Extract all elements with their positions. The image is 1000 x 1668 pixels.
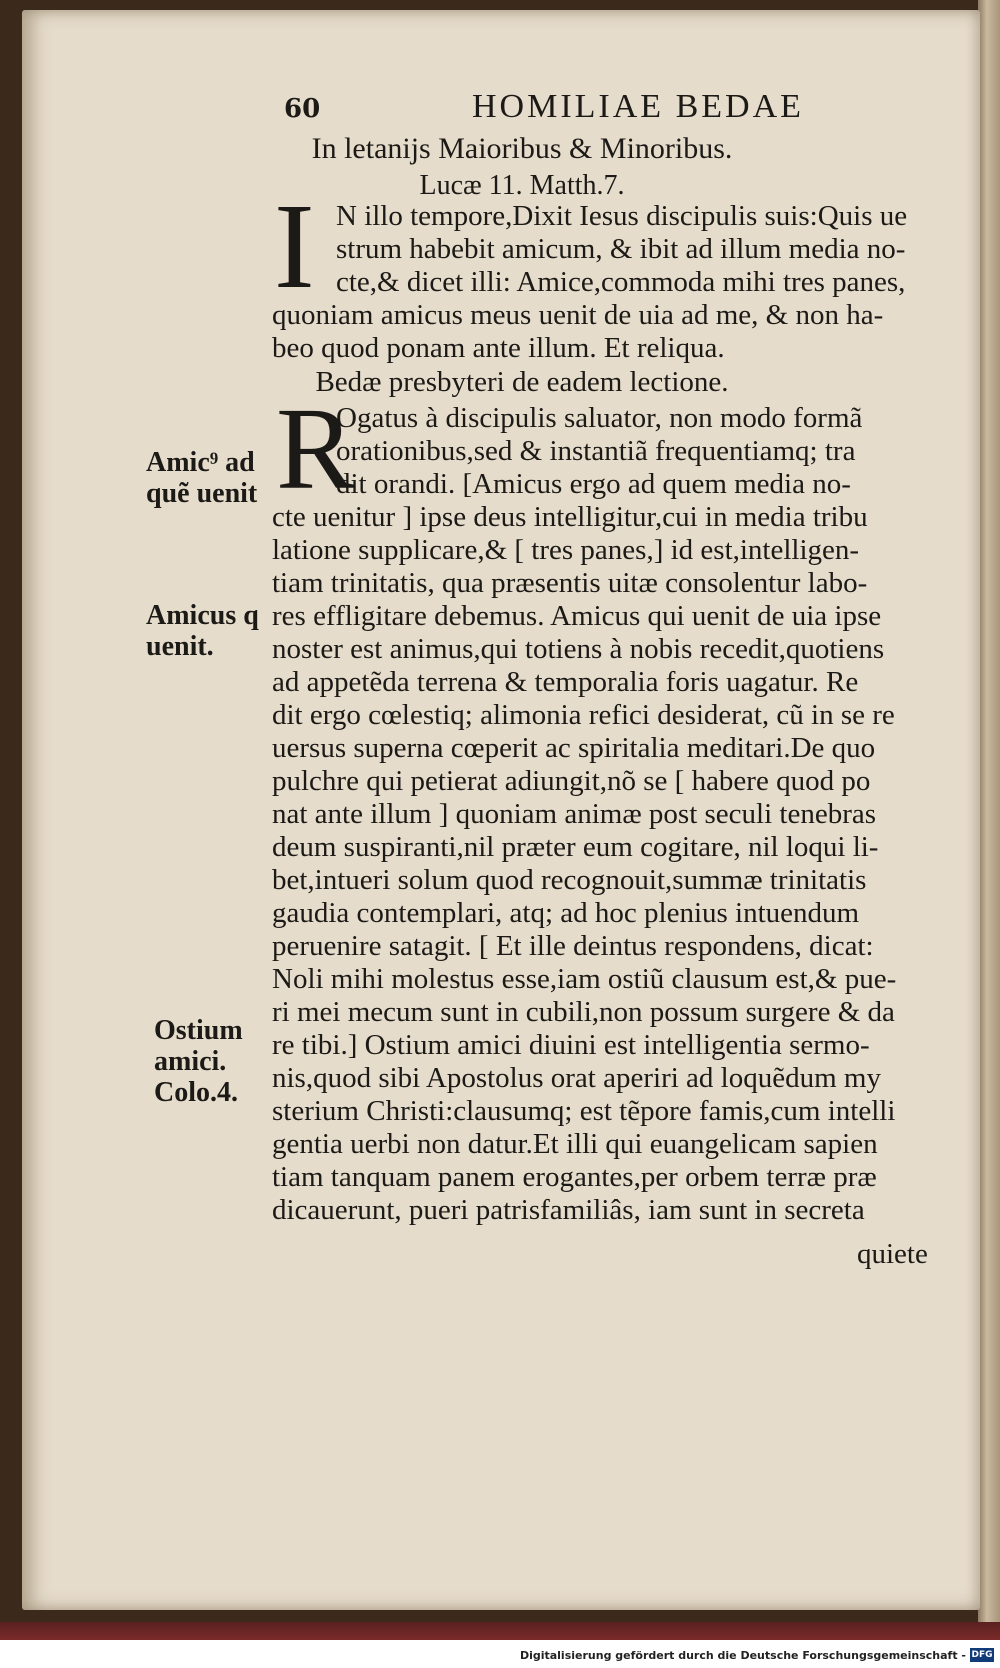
text-line: uersus superna cœperit ac spiritalia meditari.De quo [272,732,876,764]
drop-cap-initial: R [276,383,355,514]
marginal-note-line: Colo.4. [154,1077,238,1108]
page-edge-right [978,0,1000,1640]
marginal-note-line: Amic⁹ ad [146,447,255,478]
text-line: re tibi.] Ostium amici diuini est intelligentia sermo- [272,1029,870,1061]
occasion-heading: In letanijs Maioribus & Minoribus. [311,132,733,165]
marginal-note-line: amici. [154,1046,227,1077]
marginal-note [146,447,257,509]
sermon-text [272,402,967,1227]
text-line: res effligitare debemus. Amicus qui uenit de uia ipse [272,600,882,632]
page-header [284,88,844,138]
text-line: ri mei mecum sunt in cubili,non possum surgere & da [272,996,895,1028]
gospel-text [272,200,967,365]
text-line: orationibus,sed & instantiã frequentiamq; tra [336,435,856,467]
marginal-note [154,1015,243,1108]
text-line: latione supplicare,& [ tres panes,] id est,intelligen- [272,534,860,566]
text-line: beo quod ponam ante illum. Et reliqua. [272,332,725,364]
book-page [22,10,980,1610]
text-line: dicauerunt, pueri patrisfamiliâs, iam sunt in secreta [272,1194,865,1226]
text-line: pulchre qui petierat adiungit,nõ se [ habere quod po [272,765,871,797]
text-line: gaudia contemplari, atq; ad hoc plenius intuendum [272,897,860,929]
text-line: Noli mihi molestus esse,iam ostiũ clausum est,& pue- [272,963,897,995]
text-line: quoniam amicus meus uenit de uia ad me, & non ha- [272,299,884,331]
text-line: strum habebit amicum, & ibit ad illum media no- [336,233,906,265]
text-line: nat ante illum ] quoniam animæ post seculi tenebras [272,798,877,830]
text-line: Ogatus à discipulis saluator, non modo formã [336,402,863,434]
page-content [22,10,980,1610]
text-line: peruenire satagit. [ Et ille deintus respondens, dicat: [272,930,874,962]
digitization-footer [0,1644,1000,1668]
text-line: tiam tanquam panem erogantes,per orbem terræ præ [272,1161,877,1193]
book-cover-edge [0,1622,1000,1640]
text-line: N illo tempore,Dixit Iesus discipulis suis:Quis ue [336,200,908,232]
sermon-title: Bedæ presbyteri de eadem lectione. [315,366,729,398]
marginal-note-line: Ostium [154,1015,243,1046]
text-line: cte uenitur ] ipse deus intelligitur,cui in media tribu [272,501,868,533]
text-line: gentia uerbi non datur.Et illi qui euangelicam sapien [272,1128,878,1160]
dfg-logo: DFG [971,1650,993,1660]
drop-cap-initial: I [274,179,315,314]
text-line: bet,intueri solum quod recognouit,summæ trinitatis [272,864,867,896]
text-line: dit ergo cœlestiq; alimonia refici desiderat, cũ in se re [272,699,895,731]
text-line: deum suspiranti,nil præter eum cogitare, nil loqui li- [272,831,879,863]
text-line: noster est animus,qui totiens à nobis recedit,quotiens [272,633,885,665]
text-line: sterium Christi:clausumq; est tẽpore famis,cum intelli [272,1095,896,1127]
page-number: 60 [284,94,321,124]
text-line: ad appetẽda terrena & temporalia foris uagatur. Re [272,666,859,698]
funding-credit: Digitalisierung gefördert durch die Deutsche Forschungsgemeinschaft - [519,1649,966,1662]
running-title: HOMILIAE BEDAE [472,88,804,125]
marginal-note-line: uenit. [146,631,214,662]
text-line: nis,quod sibi Apostolus orat aperiri ad loquẽdum my [272,1062,881,1094]
text-line: tiam trinitatis, qua præsentis uitæ consolentur labo- [272,567,868,599]
marginal-note-line: quẽ uenit [146,478,258,509]
marginal-note [146,600,259,662]
text-line: dit orandi. [Amicus ergo ad quem media no- [336,468,851,500]
catchword: quiete [857,1238,928,1270]
scripture-references: Lucæ 11. Matth.7. [419,170,625,201]
text-line: cte,& dicet illi: Amice,commoda mihi tres panes, [336,266,906,298]
marginal-note-line: Amicus q [146,600,259,631]
